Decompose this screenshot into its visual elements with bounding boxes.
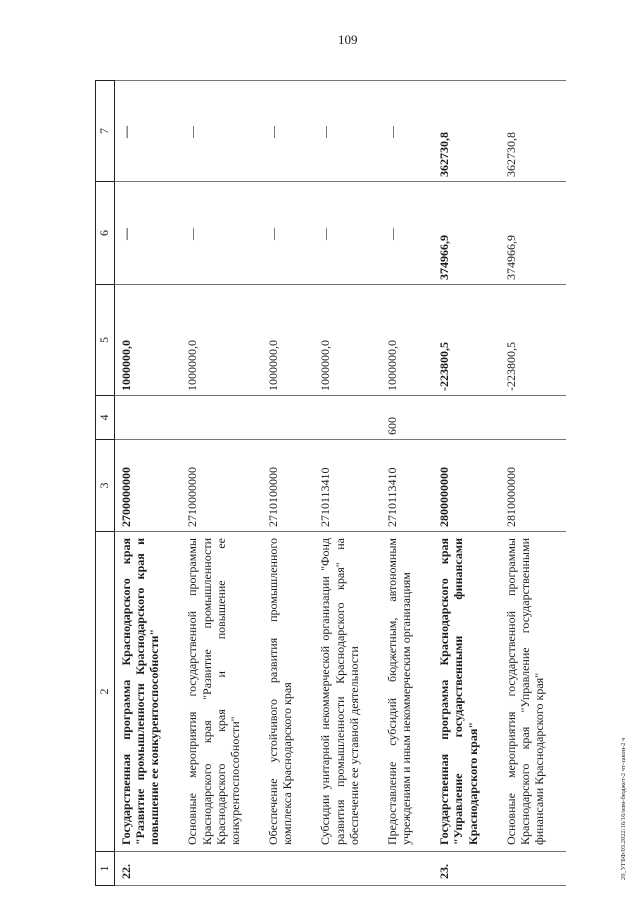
spacer-cell: [549, 852, 566, 886]
spacer-cell: [164, 285, 181, 396]
spacer-cell: [483, 285, 500, 396]
spacer-cell: [549, 532, 566, 852]
column-header: 5: [96, 285, 115, 396]
amount-2024: —: [381, 81, 416, 182]
spacer-cell: [364, 440, 381, 532]
column-header: 3: [96, 440, 115, 532]
budget-table: [95, 80, 566, 886]
item-name: Обеспечение устойчивого развития промышленного комплекса Краснодарского края: [262, 532, 297, 852]
column-header: 7: [96, 81, 115, 182]
spacer-cell: [245, 852, 262, 886]
amount-2024: —: [115, 81, 165, 182]
row-number: 23.: [433, 852, 482, 886]
spacer-cell: [416, 182, 433, 285]
spacer-cell: [549, 81, 566, 182]
row-number: [262, 852, 297, 886]
item-name: Субсидии унитарной некоммерческой организации "Фонд развития промышленности Краснодарского края" на обеспечение ее уставной деятельности: [314, 532, 363, 852]
row-number: [314, 852, 363, 886]
spacer-cell: [364, 285, 381, 396]
amount-2022: 1000000,0: [181, 285, 245, 396]
spacer-cell: [483, 440, 500, 532]
spacer-cell: [416, 396, 433, 440]
spacer-cell: [483, 852, 500, 886]
spacer-cell: [245, 440, 262, 532]
spacer-cell: [549, 396, 566, 440]
row-spacer: [164, 81, 181, 886]
expense-type: [433, 396, 482, 440]
column-header: 1: [96, 852, 115, 886]
table-row: [115, 81, 165, 886]
spacer-cell: [297, 81, 314, 182]
spacer-cell: [364, 182, 381, 285]
column-header: 6: [96, 182, 115, 285]
table-row: [181, 81, 245, 886]
amount-2024: 362730,8: [500, 81, 549, 182]
amount-2022: 1000000,0: [262, 285, 297, 396]
expense-type: [314, 396, 363, 440]
spacer-cell: [164, 81, 181, 182]
row-spacer: [245, 81, 262, 886]
spacer-cell: [416, 852, 433, 886]
amount-2024: —: [314, 81, 363, 182]
spacer-cell: [483, 396, 500, 440]
target-code: 2710100000: [262, 440, 297, 532]
amount-2023: —: [381, 182, 416, 285]
table-row: [381, 81, 416, 886]
row-number: [500, 852, 549, 886]
item-name: Государственная программа Краснодарского края "Развитие промышленности Краснодарского края и повышение ее конкурентоспособности": [115, 532, 165, 852]
page-number: 109: [338, 32, 358, 47]
expense-type: 600: [381, 396, 416, 440]
row-spacer: [549, 81, 566, 886]
amount-2022: 1000000,0: [115, 285, 165, 396]
spacer-cell: [245, 532, 262, 852]
amount-2024: —: [262, 81, 297, 182]
expense-type: [181, 396, 245, 440]
spacer-cell: [483, 81, 500, 182]
spacer-cell: [549, 440, 566, 532]
spacer-cell: [297, 852, 314, 886]
spacer-cell: [164, 852, 181, 886]
spacer-cell: [483, 532, 500, 852]
spacer-cell: [297, 182, 314, 285]
amount-2022: -223800,5: [500, 285, 549, 396]
row-spacer: [416, 81, 433, 886]
row-spacer: [483, 81, 500, 886]
spacer-cell: [164, 396, 181, 440]
row-number: [181, 852, 245, 886]
target-code: 2710113410: [314, 440, 363, 532]
amount-2024: —: [181, 81, 245, 182]
amount-2023: 374966,9: [433, 182, 482, 285]
target-code: 2810000000: [500, 440, 549, 532]
table-row: [262, 81, 297, 886]
amount-2023: —: [262, 182, 297, 285]
amount-2022: 1000000,0: [314, 285, 363, 396]
spacer-cell: [483, 182, 500, 285]
spacer-cell: [297, 532, 314, 852]
document-code: 20_УГБФ/03.2022/16/16/изм-бюджет-2 чт-закон-2 ч: [620, 737, 627, 880]
target-code: 2800000000: [433, 440, 482, 532]
table-row: [433, 81, 482, 886]
spacer-cell: [245, 182, 262, 285]
spacer-cell: [297, 396, 314, 440]
amount-2023: —: [115, 182, 165, 285]
spacer-cell: [549, 285, 566, 396]
spacer-cell: [164, 440, 181, 532]
table-header-row: [96, 81, 115, 886]
row-spacer: [364, 81, 381, 886]
spacer-cell: [549, 182, 566, 285]
spacer-cell: [297, 440, 314, 532]
expense-type: [115, 396, 165, 440]
spacer-cell: [416, 440, 433, 532]
amount-2023: —: [314, 182, 363, 285]
spacer-cell: [164, 182, 181, 285]
expense-type: [500, 396, 549, 440]
row-spacer: [297, 81, 314, 886]
spacer-cell: [364, 81, 381, 182]
amount-2022: -223800,5: [433, 285, 482, 396]
column-header: 2: [96, 532, 115, 852]
spacer-cell: [297, 285, 314, 396]
spacer-cell: [245, 285, 262, 396]
spacer-cell: [364, 852, 381, 886]
row-number: [381, 852, 416, 886]
spacer-cell: [245, 396, 262, 440]
budget-table-rotated: [95, 81, 613, 886]
spacer-cell: [416, 285, 433, 396]
row-number: 22.: [115, 852, 165, 886]
table-row: [314, 81, 363, 886]
target-code: 2710113410: [381, 440, 416, 532]
amount-2024: 362730,8: [433, 81, 482, 182]
amount-2023: 374966,9: [500, 182, 549, 285]
target-code: 2710000000: [181, 440, 245, 532]
spacer-cell: [164, 532, 181, 852]
spacer-cell: [364, 532, 381, 852]
item-name: Государственная программа Краснодарского края "Управление государственными финансами Краснодарского края": [433, 532, 482, 852]
item-name: Основные мероприятия государственной программы Краснодарского края "Развитие промышленности Краснодарского края и повышение ее конкурентоспособности": [181, 532, 245, 852]
spacer-cell: [416, 532, 433, 852]
spacer-cell: [364, 396, 381, 440]
item-name: Основные мероприятия государственной программы Краснодарского края "Управление государственными финансами Краснодарского края": [500, 532, 549, 852]
spacer-cell: [245, 81, 262, 182]
expense-type: [262, 396, 297, 440]
amount-2023: —: [181, 182, 245, 285]
amount-2022: 1000000,0: [381, 285, 416, 396]
item-name: Предоставление субсидий бюджетным, автономным учреждениям и иным некоммерческим организациям: [381, 532, 416, 852]
target-code: 2700000000: [115, 440, 165, 532]
table-row: [500, 81, 549, 886]
spacer-cell: [416, 81, 433, 182]
column-header: 4: [96, 396, 115, 440]
